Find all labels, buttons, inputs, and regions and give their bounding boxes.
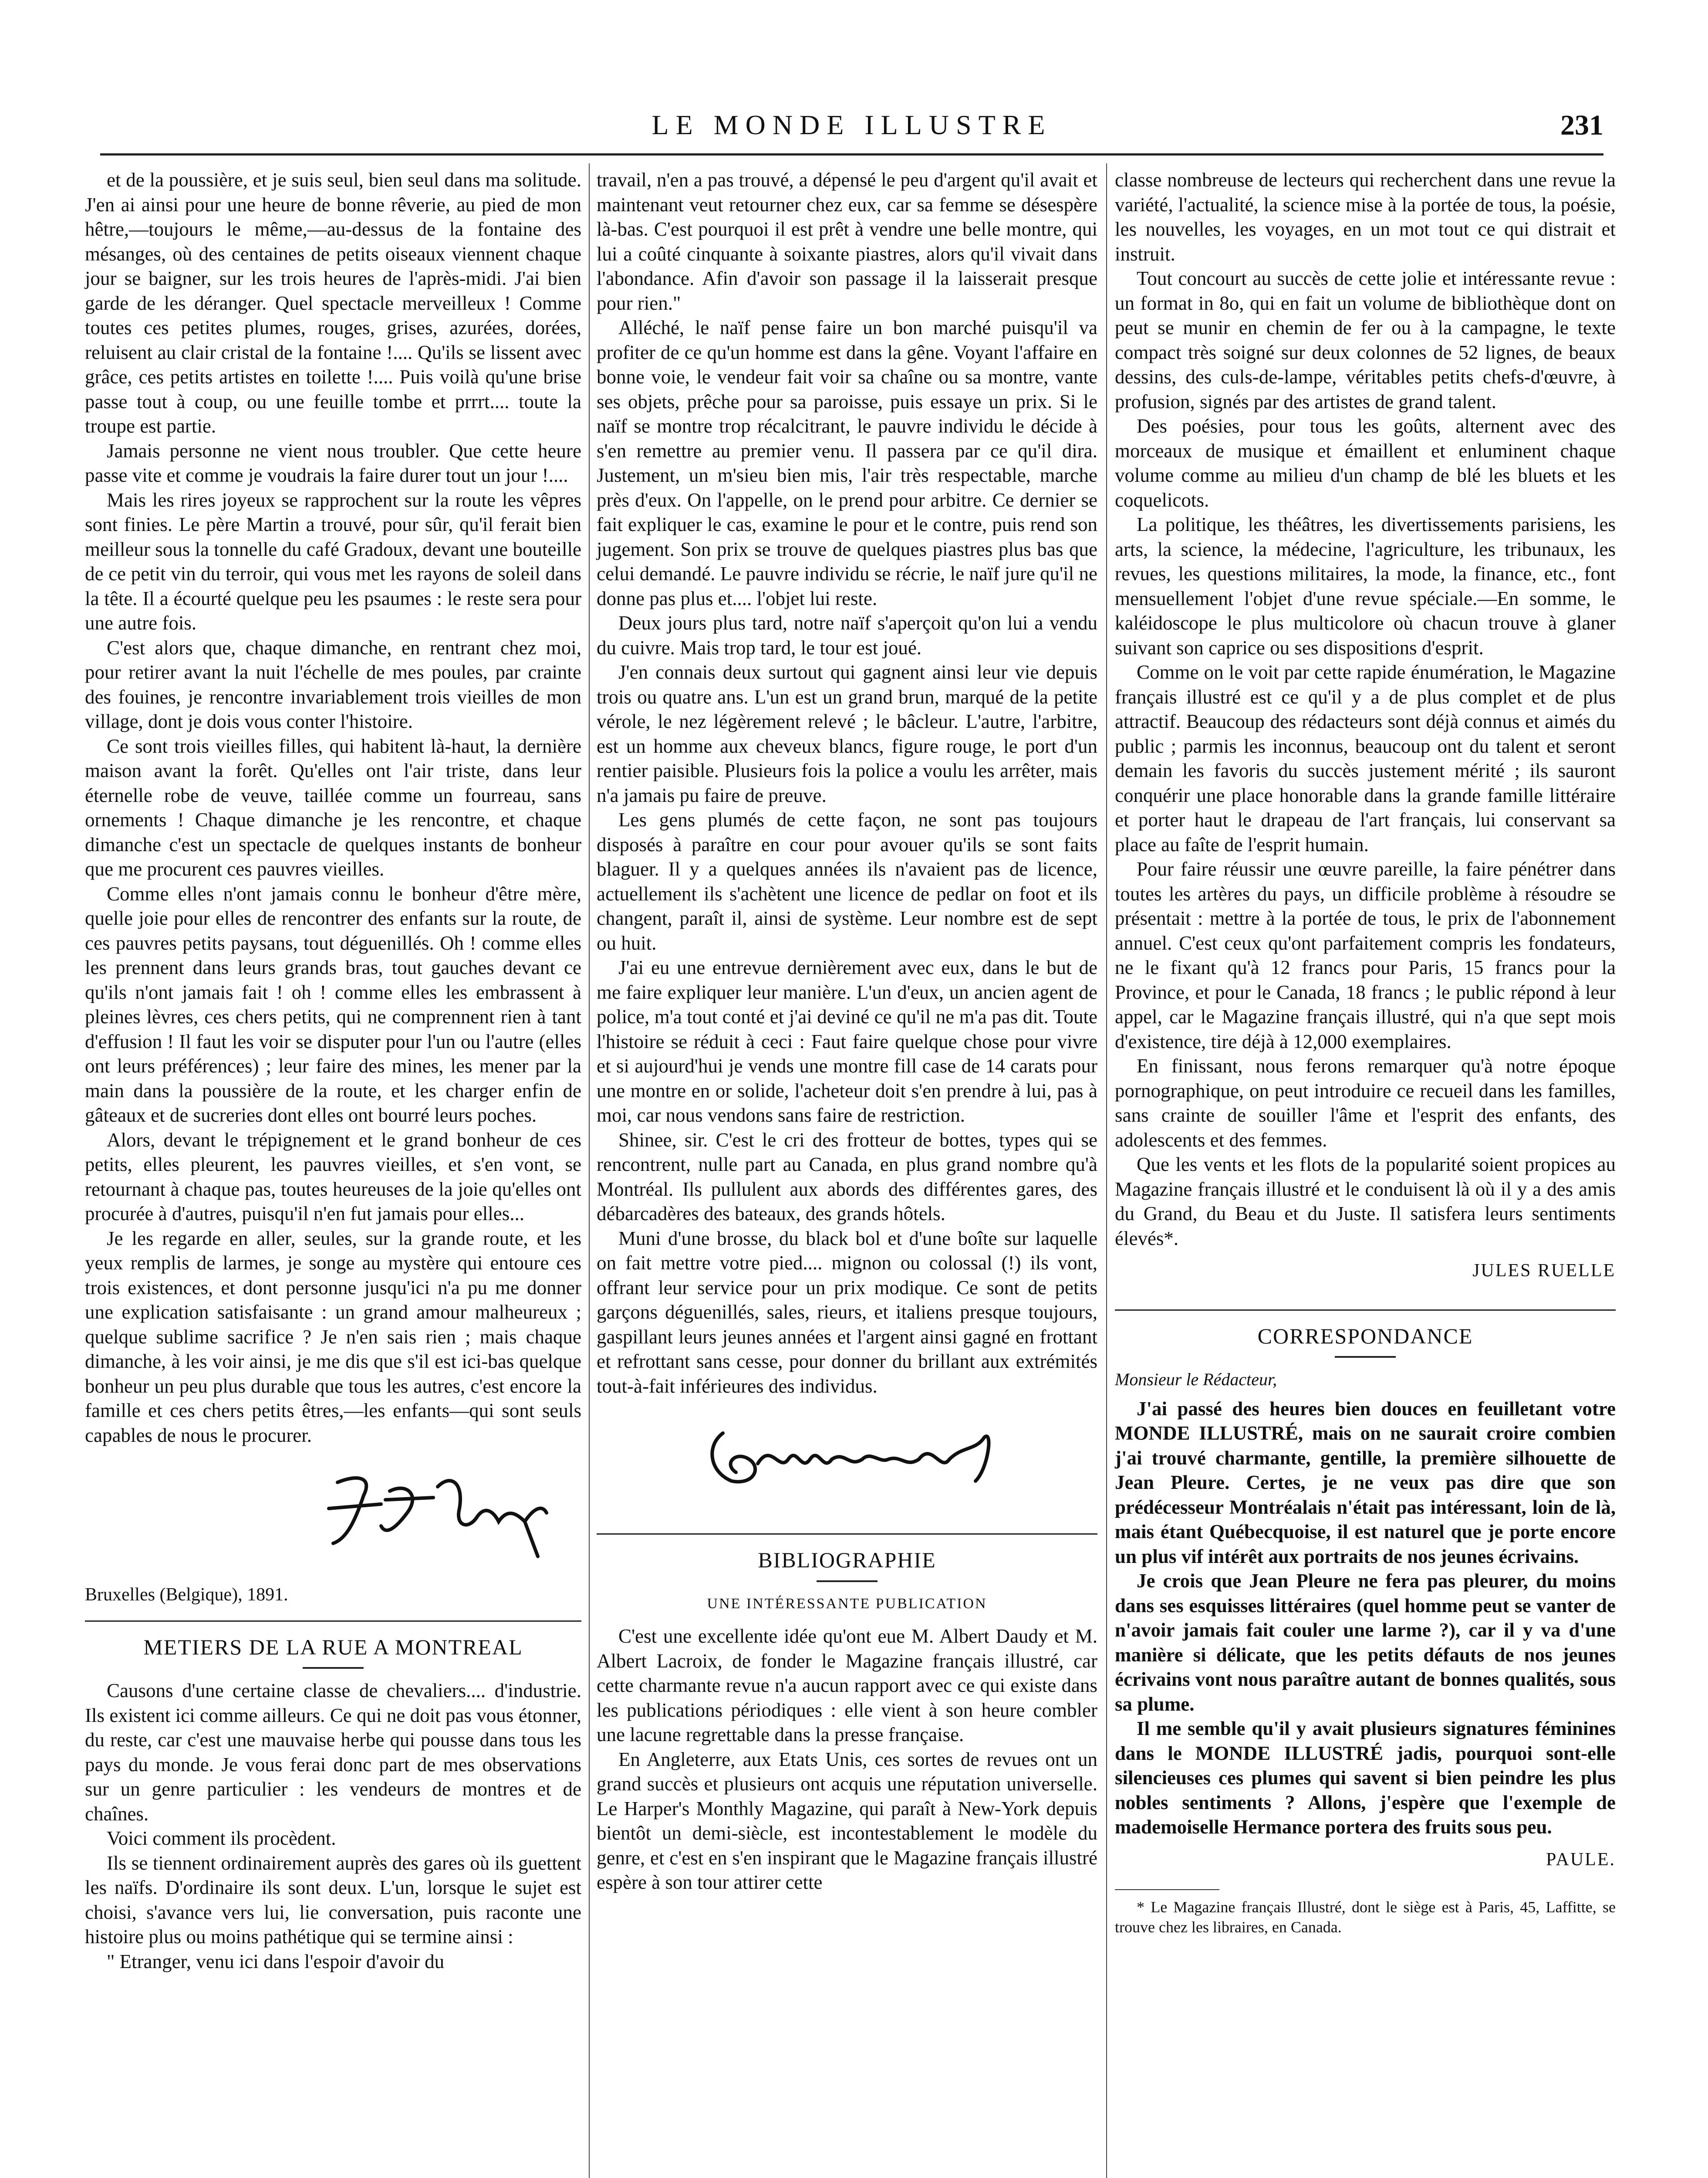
- title-rule: [817, 1580, 878, 1582]
- paragraph: J'ai eu une entrevue dernièrement avec eux, dans le but de me faire expliquer leur manière. L'un d'eux, un ancien agent de police, m'a tout conté et j'ai deviné ce qu'il ne m'a pas dit. Toute l'histoire se réduit à ceci : Faut faire quelque chose pour vivre et si aujourd'hui je vends une montre fill case de 14 carats pour une montre en or solide, l'acheteur doit s'en prendre à lui, pas à moi, car nous vendons sans faire de restriction.: [597, 957, 1097, 1126]
- column-divider: [1106, 163, 1107, 2178]
- section-title: CORRESPONDANCE: [1257, 1323, 1473, 1348]
- paragraph: J'en connais deux surtout qui gagnent ainsi leur vie depuis trois ou quatre ans. L'un est un grand brun, marqué de la petite vérole, le nez légèrement relevé ; le bâcleur. L'autre, l'arbitre, est un homme aux cheveux blancs, figure rouge, le port d'un rentier paisible. Plusieurs fois la police a voulu les arrêter, mais n'a jamais pu faire de preuve.: [597, 661, 1097, 806]
- paragraph: La politique, les théâtres, les divertissements parisiens, les arts, la science, la médecine, l'agriculture, les tribunaux, les revues, les questions militaires, la mode, la finance, etc., font mensuellement l'objet d'une revue spéciale.—En somme, le kaléidoscope le plus multicolore où chacun trouve à glaner suivant son caprice ou ses dispositions d'esprit.: [1115, 514, 1616, 659]
- paragraph: et de la poussière, et je suis seul, bien seul dans ma solitude. J'en ai ainsi pour une heure de bonne rêverie, au pied de mon hêtre,—toujours le même,—au-dessus de la fontaine des mésanges, où des centaines de petits oiseaux viennent chaque jour se baigner, sur les trois heures de l'après-midi. J'ai bien garde de les déranger. Quel spectacle merveilleux ! Comme toutes ces petites plumes, rouges, grises, azurées, dorées, reluisent au clair cristal de la fontaine !.... Qu'ils se lissent avec grâce, ces petits artistes en toilette !.... Puis voilà qu'une brise passe tout à coup, ou une feuille tombe et prrrt.... toute la troupe est partie.: [85, 169, 581, 437]
- section-rule: [85, 1620, 581, 1622]
- paragraph: Mais les rires joyeux se rapprochent sur la route les vêpres sont finies. Le père Martin a trouvé, pour sûr, qu'il ferait bien meilleur sous la tonnelle du café Gradoux, devant une bouteille de ce petit vin du terroir, qui vous met les rayons de soleil dans la tête. Il a écourté quelque peu les psaumes : le reste sera pour une autre fois.: [85, 489, 581, 634]
- column-3: [1115, 168, 1616, 1937]
- title-rule: [303, 1667, 364, 1669]
- paragraph: C'est une excellente idée qu'ont eue M. Albert Daudy et M. Albert Lacroix, de fonder le Magazine français illustré, car cette charmante revue n'a aucun rapport avec ce qui existe dans les publications périodiques : elle vient à son heure combler une lacune regrettable dans la presse française.: [597, 1625, 1097, 1745]
- letter-author: PAULE.: [1546, 1849, 1616, 1870]
- title-rule: [1335, 1356, 1396, 1358]
- paragraph: En finissant, nous ferons remarquer qu'à notre époque pornographique, on peut introduire ce recueil dans les familles, sans crainte de souiller l'âme et l'esprit des enfants, des adolescents et des femmes.: [1115, 1055, 1616, 1151]
- paragraph: Voici comment ils procèdent.: [107, 1827, 336, 1849]
- paragraph: classe nombreuse de lecteurs qui recherchent dans une revue la variété, l'actualité, la science mise à la portée de tous, la poésie, les nouvelles, les voyages, en un mot tout ce qui distrait et instruit.: [1115, 169, 1616, 265]
- paragraph: Comme on le voit par cette rapide énumération, le Magazine français illustré est ce qu'il y a de plus complet et de plus attractif. Beaucoup des rédacteurs sont déjà connus et aimés du public ; parmis les inconnus, beaucoup ont du talent et seront demain les favoris du succès justement mérité ; ils sauront conquérir une place honorable dans la grande famille littéraire et porter haut le drapeau de l'art français, lui conservant sa place au faîte de l'esprit humain.: [1115, 661, 1616, 856]
- paragraph: Que les vents et les flots de la popularité soient propices au Magazine français illustré et le conduisent là où il y a des amis du Grand, du Beau et du Juste. Il satisfera leurs sentiments élevés*.: [1115, 1153, 1616, 1249]
- signature-area: [597, 1398, 1097, 1520]
- column-divider: [589, 163, 590, 2178]
- section-rule: [597, 1533, 1097, 1535]
- handwritten-signature: [320, 1456, 564, 1569]
- paragraph: Je les regarde en aller, seules, sur la grande route, et les yeux remplis de larmes, je songe au mystère qui entoure ces trois existences, et dont personne jusqu'ici n'a pu me donner une explication satisfaisante : un grand amour malheureux ; quelque sublime sacrifice ? Je n'en sais rien ; mais chaque dimanche, à les voir ainsi, je me dis que s'il est ici-bas quelque bonheur un peu plus durable que tous les autres, c'est encore la famille et ces chers petits êtres,—les enfants—qui sont seuls capables de nous le procurer.: [85, 1227, 581, 1446]
- paragraph: Alors, devant le trépignement et le grand bonheur de ces petits, elles pleurent, les pauvres vieilles, et s'en vont, se retournant à chaque pas, toutes heureuses de la joie qu'elles ont procurée à d'autres, puisqu'il n'en fut jamais pour elles...: [85, 1129, 581, 1224]
- paragraph: Tout concourt au succès de cette jolie et intéressante revue : un format in 8o, qui en fait un volume de bibliothèque dont on peut se munir en chemin de fer ou à la campagne, le texte compact très soigné sur deux colonnes de 52 lignes, de beaux dessins, des culs-de-lampe, véritables petits chefs-d'œuvre, à profusion, signés par des artistes de grand talent.: [1115, 267, 1616, 413]
- paragraph: Les gens plumés de cette façon, ne sont pas toujours disposés à paraître en cour pour avouer qu'ils se sont faits blaguer. Il y a quelques années ils n'avaient pas de licence, actuellement ils s'achètent une licence de pedlar on foot et ils changent, paraît il, ainsi de système. Leur nombre est de sept ou huit.: [597, 809, 1097, 954]
- paragraph: C'est alors que, chaque dimanche, en rentrant chez moi, pour retirer avant la nuit l'échelle de mes poules, par crainte des fouines, je rencontre invariablement trois vieilles de mon village, dont je dois vous conter l'histoire.: [85, 636, 581, 732]
- paragraph: Ils se tiennent ordinairement auprès des gares où ils guettent les naïfs. D'ordinaire ils sont deux. L'un, lorsque le sujet est choisi, s'avance vers lui, lie conversation, puis raconte une histoire plus ou moins pathétique qui se termine ainsi :: [85, 1852, 581, 1948]
- paragraph: Alléché, le naïf pense faire un bon marché puisqu'il va profiter de ce qu'un homme est dans la gêne. Voyant l'affaire en bonne voie, le vendeur fait voir sa chaîne ou sa montre, vante ses objets, prêche pour sa paroisse, puis essaye un prix. Si le naïf se montre trop récalcitrant, le pauvre individu le décide à s'en remettre au premier venu. Il passera par ce qu'il dira. Justement, un m'sieu bien mis, l'air très respectable, marche près d'eux. On l'appelle, on le prend pour arbitre. Ce dernier se fait expliquer le cas, examine le pour et le contre, puis rend son jugement. Son prix se trouve de quelques piastres plus bas que celui demandé. Le pauvre individu se récrie, le naïf jure qu'il ne donne pas plus et.... l'objet lui reste.: [597, 317, 1097, 609]
- paragraph: Il me semble qu'il y avait plusieurs signatures féminines dans le MONDE ILLUSTRÉ jadis, pourquoi sont-elle silencieuses ces plumes qui savent si bien peindre les plus nobles sentiments ? Allons, j'espère que l'exemple de mademoiselle Hermance portera des fruits sous peu.: [1115, 1718, 1616, 1838]
- paragraph: Ce sont trois vieilles filles, qui habitent là-haut, la dernière maison avant la forêt. Qu'elles ont l'air triste, dans leur éternelle robe de veuve, taillée comme un fourreau, sans ornements ! Chaque dimanche je les rencontre, et chaque dimanche c'est un spectacle de quelques instants de bonheur que me procurent ces pauvres vieilles.: [85, 735, 581, 880]
- handwritten-signature: [697, 1416, 1010, 1503]
- page-number: 231: [1560, 109, 1603, 141]
- footnote-rule: [1115, 1889, 1219, 1890]
- paragraph: Je crois que Jean Pleure ne fera pas pleurer, du moins dans ses esquisses littéraires (quel homme peut se vanter de n'avoir jamais fait couler une larme ?), car il y va d'une manière si délicate, que les petits défauts de nos jeunes écrivains vont nous paraître autant de bonnes qualités, sous sa plume.: [1115, 1570, 1616, 1715]
- paragraph: Deux jours plus tard, notre naïf s'aperçoit qu'on lui a vendu du cuivre. Mais trop tard, le tour est joué.: [597, 612, 1097, 659]
- column-1: [85, 168, 581, 1974]
- placeline: Bruxelles (Belgique), 1891.: [85, 1585, 288, 1605]
- letter-body: [1115, 1397, 1616, 1840]
- paragraph: Pour faire réussir une œuvre pareille, la faire pénétrer dans toutes les artères du pays, un difficile problème à résoudre se présentait : mettre à la portée de tous, le prix de l'abonnement annuel. C'est ceux qu'ont parfaitement compris les fondateurs, ne le fixant qu'à 12 francs pour Paris, 15 francs pour la Province, et pour le Canada, 18 francs ; le public répond à leur appel, car le Magazine français illustré, qui n'a que sept mois d'existence, tire déjà à 12,000 exemplaires.: [1115, 858, 1616, 1052]
- paragraph: Muni d'une brosse, du black bol et d'une boîte sur laquelle on fait mettre votre pied.... mignon ou colossal (!) ils vont, offrant leur service pour un prix modique. Ce sont de petits garçons déguenillés, sales, rieurs, et italiens presque toujours, gaspillant leurs jeunes années et l'argent ainsi gagné en frottant et refrottant sans cesse, pour donner du brillant aux extrémités tout-à-fait inférieures des individus.: [597, 1227, 1097, 1397]
- masthead-title: LE MONDE ILLUSTRE: [651, 109, 1052, 140]
- footnote: * Le Magazine français Illustré, dont le siège est à Paris, 45, Laffitte, se trouve chez les libraires, en Canada.: [1115, 1898, 1616, 1936]
- paragraph: travail, n'en a pas trouvé, a dépensé le peu d'argent qu'il avait et maintenant veut retourner chez eux, car sa femme se désespère là-bas. C'est pourquoi il est prêt à vendre une belle montre, qui lui a coûté cinquante à soixante piastres, alors qu'il vivait dans l'abondance. Afin d'avoir son passage il la laisserait presque pour rien.": [597, 169, 1097, 314]
- section-title: METIERS DE LA RUE A MONTREAL: [143, 1634, 523, 1659]
- section-rule: [1115, 1309, 1616, 1311]
- salutation: Monsieur le Rédacteur,: [1115, 1370, 1277, 1389]
- paragraph: En Angleterre, aux Etats Unis, ces sortes de revues ont un grand succès et plusieurs ont acquis une réputation universelle. Le Harper's Monthly Magazine, qui paraît à New-York depuis bientôt un demi-siècle, est incontestablement le modèle du genre, et c'est en s'en inspirant que le Magazine français illustré espère à son tour attirer cette: [597, 1748, 1097, 1893]
- header-rule: [100, 153, 1603, 156]
- article-author: JULES RUELLE: [1472, 1261, 1616, 1281]
- section-subhead: UNE INTÉRESSANTE PUBLICATION: [707, 1595, 987, 1612]
- paragraph: Causons d'une certaine classe de chevaliers.... d'industrie. Ils existent ici comme ailleurs. Ce qui ne doit pas vous étonner, du reste, car c'est une mauvaise herbe qui pousse dans tous les pays du monde. Je vous ferai donc part de mes observations sur un genre particulier : les vendeurs de montres et de chaînes.: [85, 1680, 581, 1825]
- signature-area: [85, 1447, 581, 1578]
- paragraph: J'ai passé des heures bien douces en feuilletant votre MONDE ILLUSTRÉ, mais on ne saurait croire combien j'ai trouvé charmante, gentille, la première silhouette de Jean Pleure. Certes, je ne veux pas dire que son prédécesseur Montréalais n'était pas intéressant, loin de là, mais étant Québecquoise, il est naturel que je porte encore un plus vif intérêt aux portraits de nos jeunes écrivains.: [1115, 1397, 1616, 1567]
- paragraph: " Etranger, venu ici dans l'espoir d'avoir du: [107, 1950, 445, 1972]
- paragraph: Shinee, sir. C'est le cri des frotteur de bottes, types qui se rencontrent, nulle part au Canada, en plus grand nombre qu'à Montréal. Ils pullulent aux abords des différentes gares, des débarcadères des bateaux, des grands hôtels.: [597, 1129, 1097, 1224]
- paragraph: Des poésies, pour tous les goûts, alternent avec des morceaux de musique et émaillent et enluminent chaque volume comme au milieu d'un champ de blé les bluets et les coquelicots.: [1115, 415, 1616, 511]
- paragraph: Comme elles n'ont jamais connu le bonheur d'être mère, quelle joie pour elles de rencontrer des enfants sur la route, de ces pauvres petits paysans, tout déguenillés. Oh ! comme elles les prennent dans leurs grands bras, tout gauches devant ce qu'ils n'ont jamais fait ! oh ! comme elles les embrassent à pleines lèvres, ces chers petits, qui ne comprennent rien à tant d'effusion ! Il faut les voir se disputer pour l'un ou l'autre (elles ont leurs préférences) ; leur faire des mines, les mener par la main dans la poussière de la route, et les charger enfin de gâteaux et de sucreries dont elles ont bourré leurs poches.: [85, 883, 581, 1126]
- section-title: BIBLIOGRAPHIE: [758, 1548, 936, 1572]
- paragraph: Jamais personne ne vient nous troubler. Que cette heure passe vite et comme je voudrais la faire durer tout un jour !....: [85, 440, 581, 486]
- column-2: [597, 168, 1097, 1895]
